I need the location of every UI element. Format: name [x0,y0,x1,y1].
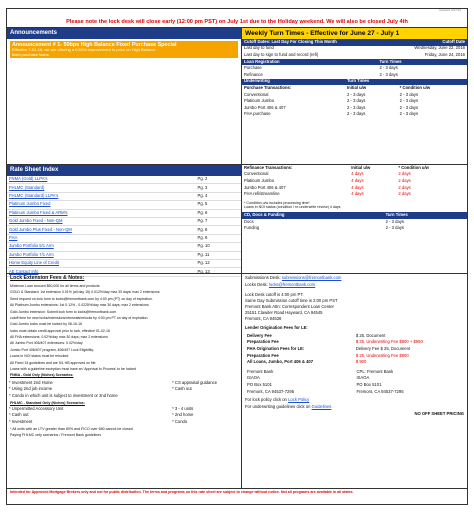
turn-col: Turn Times [385,212,408,218]
lock-line: All FHA extensions: 0.02%/day max 30 days; max 2 extensions [10,335,108,340]
cutoff-col: Cutoff Date [442,38,465,44]
index-item[interactable]: Gold Jumbo Plus Fixed - Non-QM [7,226,196,234]
purchase-initial: 2 - 3 days [347,98,366,104]
locks-email-link[interactable]: locks@fremontbank.com [268,282,316,287]
purchase-initial: 2 - 3 days [347,91,366,97]
no-off-sheet-pricing: NO OFF SHEET PRICING [414,411,464,417]
scenario-left: * Cash out [9,412,29,418]
address-line-2: 25151 Clawiter Road Hayward, CA 94545 [245,310,323,315]
index-page: Pg. 8 [196,226,241,234]
weekly-turn-times-panel [242,28,467,164]
lock-line: Jumbo Port 406/407 program; 406/407 Lock Eligibility: [10,347,95,352]
fhlmc-title: FHLMC - Standard Only (Niches) Scenarios: [10,400,85,405]
refi-condition: 2 days [398,178,411,184]
updated-note: Updated 6/27/16 [438,8,461,12]
refi-row-label: Jumbo Port 406 & 407 [244,184,286,190]
scenario-right: * 2nd home [172,412,194,418]
lock-line: GOLD & Standard: 1st extension 0.01% (all day 15) 0.012%/day max 30 days/ max 2 extensions [10,290,160,295]
fees-title: Lender Origination Fees for LE: [245,325,308,330]
locks-label: Locks Desk: [245,282,268,287]
lock-line: Gold Jumbo locks must be locked by 08-16-16 [10,322,82,327]
fhlmc-note: * All units with an LTV greater than 80% and FICO over 680 cannot be closed [10,426,133,431]
cd-label: Funding [244,225,260,231]
reg-value: 2 - 3 days [379,65,398,71]
rate-sheet-index-table [7,176,241,277]
index-page: Pg. 3 [196,184,241,192]
index-item[interactable]: FHA [7,234,196,242]
help-lock-text: For lock policy click on [245,397,287,403]
registration-table [242,59,467,79]
fee-value: $ 25, Underwriting Fee $800 + $950 [355,339,423,345]
purchase-condition: 2 - 3 days [399,104,419,110]
purchase-condition: 2 - 3 days [399,111,419,117]
lock-extension-panel [7,274,242,489]
submissions-email-link[interactable]: submissions@fremontbank.com [281,275,342,280]
announcements-panel [7,28,242,164]
refi-condition: 2 days [398,191,411,197]
refi-label: Refinance Transactions: [244,164,293,170]
lock-line: All Platinum Jumbo extensions: 1st 0.12% - 0.0225%/day max 30 days; max 2 extensions [10,303,149,308]
refi-condition: 2 days [398,184,411,190]
index-page: Pg. 7 [196,217,241,225]
index-item[interactable]: Jumbo Portfolio 7/1 Arm [7,251,196,259]
cd-header: CD, Docs & Funding [244,212,285,218]
refi-condition: 2 days [398,171,411,177]
payee-right: PO Box 5101 [356,382,382,388]
uw-condition-col: * Condition u/w [399,85,431,91]
cutoff-label: Last day to sign to fund and record (refi) [244,52,319,58]
scenario-right: * CS appraisal guidance [172,379,218,385]
lock-title: Lock Extension Fees & Notes: [10,275,85,281]
reg-label: Refinance [244,71,263,77]
index-page: Pg. 12 [196,259,241,267]
underwriting-table [242,79,467,119]
cutoff-table [242,39,467,59]
index-item[interactable]: AE Contact Info [7,268,196,276]
contact-panel [242,274,467,489]
fhlmc-scenarios [7,406,241,426]
refi-initial: 4 days [351,191,364,197]
promo-line-1: Effective 7-01-16, we are offering a 0.50% improvement to price on High Balance [12,47,156,53]
scenario-left: * Investment 2nd Home [9,379,53,385]
payee-right: CPL: Fremont Bank [356,368,394,374]
uw-initial-col: Initial u/w [347,85,367,91]
purchase-initial: 2 - 3 days [347,104,366,110]
index-item[interactable]: Platinum Jumbo Fixed & ARM's [7,209,196,217]
uw-condition-col: * Condition u/w [398,164,429,170]
uw-initial-col: Initial u/w [351,164,371,170]
scenario-right: * Cash out [172,386,192,392]
index-page: Pg. 5 [196,201,241,209]
holiday-banner: Please note the lock desk will close early (12:00 pm PST) on July 1st due to the Holiday weekend. We will also be closed July 4th [7,17,467,28]
scenario-right [170,393,241,400]
refi-initial: 4 days [351,184,364,190]
cd-value: 2 - 3 days [385,218,405,224]
index-page: Pg. 4 [196,192,241,200]
lock-line: All Jumbo Port 406/407 extensions: 0.02%/day [10,341,83,346]
index-page: Pg. 6 [196,209,241,217]
fee-label: Delivery Fee [247,332,272,338]
lock-line: Gold Jumbo extension: Submit lock form to locks@fremontbank.com [10,309,117,314]
scenario-right: * Condo [172,418,188,424]
rate-sheet-index-title: Rate Sheet Index [7,165,241,176]
index-page: Pg. 9 [196,234,241,242]
payee-right: Fremont, CA 94537-7295 [356,388,404,394]
fnma-scenarios [7,380,241,400]
scenario-left: * Unpermitted Accessory Unit [9,405,64,411]
payee-left: Fremont, CA 94537-7295 [247,388,295,394]
lock-policy-link[interactable]: Lock Policy [288,397,310,403]
delivery-note: Same Day Submission cutoff time is 2:00 pm PST [245,298,338,303]
fee-value: $ 25, Document [355,332,386,338]
loss-payee-table [245,369,464,395]
lock-line: Loans in NOI status must be relocked [10,354,69,359]
lock-line: cutoff time for new locks/extensions/renewals/relocks by 4:00 pm PT on day of expiration. [10,315,149,320]
purchase-row-label: FHA purchase [244,111,271,117]
lock-line: Send request on lock form to locks@fremontbank.com by 4:00 pm (PT) on day of expiration. [10,296,153,301]
submissions-label: Submissions Desk: [245,275,281,280]
purchase-condition: 2 - 3 days [399,91,419,97]
refi-row-label: Platinum Jumbo [244,178,275,184]
address-line-1: Fremont Bank Attn: Correspondent Loan Center [245,304,334,309]
payee-left: ISAOA [247,375,260,381]
refinance-panel [242,165,467,273]
cutoff-header: Cutoff Dates: Last Day For Closing This Month [244,38,337,44]
uw-header: Underwriting [244,78,270,84]
fee-label: Preparation Fee [247,352,279,358]
index-item[interactable]: FHLMC (Standard) [7,184,196,192]
scenario-right: * 3 - 4 units [172,405,194,411]
purchase-row-label: Conventional [244,91,269,97]
lock-notes [7,284,241,380]
scenario-left: * Investment [9,418,33,424]
uw-note-2: Loans in NOI status (condition / re-underwrite review) 4 days [244,205,341,210]
index-item[interactable]: FNMA (Gold) LLPA's [7,176,196,184]
fee-value: $ 25, Underwriting Fee $800 [355,352,409,358]
fee-label: Preparation Fee [247,339,279,345]
reg-label: Purchase [244,65,262,71]
index-page: Pg. 10 [196,243,241,251]
refi-row-label: Conventional [244,171,269,177]
cd-label: Docs [244,218,254,224]
purchase-row-label: Jumbo Port 406 & 407 [244,104,286,110]
reg-header: Loan Registration [244,58,280,64]
uw-note-1: * Condition u/w includes processing time! [244,200,310,205]
refi-initial: 4 days [351,171,364,177]
index-item[interactable]: Home Equity Line of Credit [7,259,196,267]
lock-line: Loans with a guideline exception must have an 'Approval to Process' to be locked [10,367,137,372]
fee-label: FHA Origination Fees for LE: [247,346,305,352]
paying-note: Paying FHLMC only scenarios / Fremont Bank guidelines [10,432,102,437]
turn-col: Turn Times [379,58,402,64]
cutoff-value: Wednesday, June 22, 2016 [414,45,465,51]
index-item[interactable]: Platinum Jumbo Fixed [7,201,196,209]
cutoff-note: Lock Desk cutoff is 4:00 pm PT. [245,292,304,297]
lock-line: locks must obtain credit approval prior to lock, effective 01-02-16 [10,328,110,333]
index-page: Pg. 2 [196,176,241,184]
address-line-3: Fremont, CA 94536 [245,316,282,321]
refi-initial: 4 days [351,178,364,184]
rate-sheet [6,8,468,505]
rate-sheet-index-panel [7,165,242,273]
purchase-label: Purchase Transactions: [244,85,292,91]
index-page: Pg. 13 [196,268,241,276]
refinance-table [242,165,467,198]
promo-box [10,41,238,58]
payee-left: PO Box 5101 [247,382,272,388]
lock-line: FNMA - Gold Only (Niches) Scenarios: [10,373,74,378]
promo-line-2: fixed purchase loans. [12,51,50,57]
help-guidelines-text: For underwriting guidelines click on [245,404,311,410]
cd-table [242,212,467,232]
purchase-condition: 2 - 3 days [399,98,419,104]
lock-line: Minimum Loan amount $50,000 for all terms and products [10,283,100,288]
cutoff-label: Last day to fund [244,45,274,51]
guidelines-link[interactable]: Guidelines [311,404,332,410]
cd-value: 2 - 3 days [385,225,405,231]
scenario-left: * Using 2nd job income [9,386,53,392]
payee-right: ISAOA [356,375,370,381]
index-item[interactable]: Jumbo Portfolio 5/1 Arm [7,243,196,251]
uw-col2: Turn Times [347,78,370,84]
lock-line: All Fixed 15 guidelines and are 5/1 HB approved on file. [10,360,97,365]
weekly-title: Weekly Turn Times - Effective for June 27 - July 1 [242,28,467,39]
footer-disclaimer: Intended for Approved Mortgage Brokers only and not for public distribution. The terms and programs on this rate sheet are subject to change without notice. Not all programs are available in all states. [7,488,467,504]
fee-value: Delivery Fee $ 25, Document [355,346,411,352]
index-item[interactable]: Gold Jumbo Fixed - Non-QM [7,217,196,225]
purchase-row-label: Platinum Jumbo [244,98,275,104]
index-page: Pg. 11 [196,251,241,259]
promo-title: Announcement # 1- 50bps High Balance Fixed Purchase Special [12,42,177,48]
payee-left: Fremont Bank [247,368,274,374]
refi-row-label: FHA refi/streamline [244,191,280,197]
cutoff-value: Friday, June 24, 2016 [424,52,465,58]
fee-label: All Loans, Jumbo, Port 406 & 407 [247,359,314,365]
fee-value: $ 900 [355,359,367,365]
reg-value: 2 - 3 days [379,71,398,77]
index-item[interactable]: FHLMC (Standard) LLPA's [7,192,196,200]
fees-table [245,333,464,366]
scenario-left: * Condo in which unit is subject to investment or 2nd home [9,392,118,398]
purchase-initial: 2 - 3 days [347,111,366,117]
announcements-title: Announcements [7,28,241,39]
